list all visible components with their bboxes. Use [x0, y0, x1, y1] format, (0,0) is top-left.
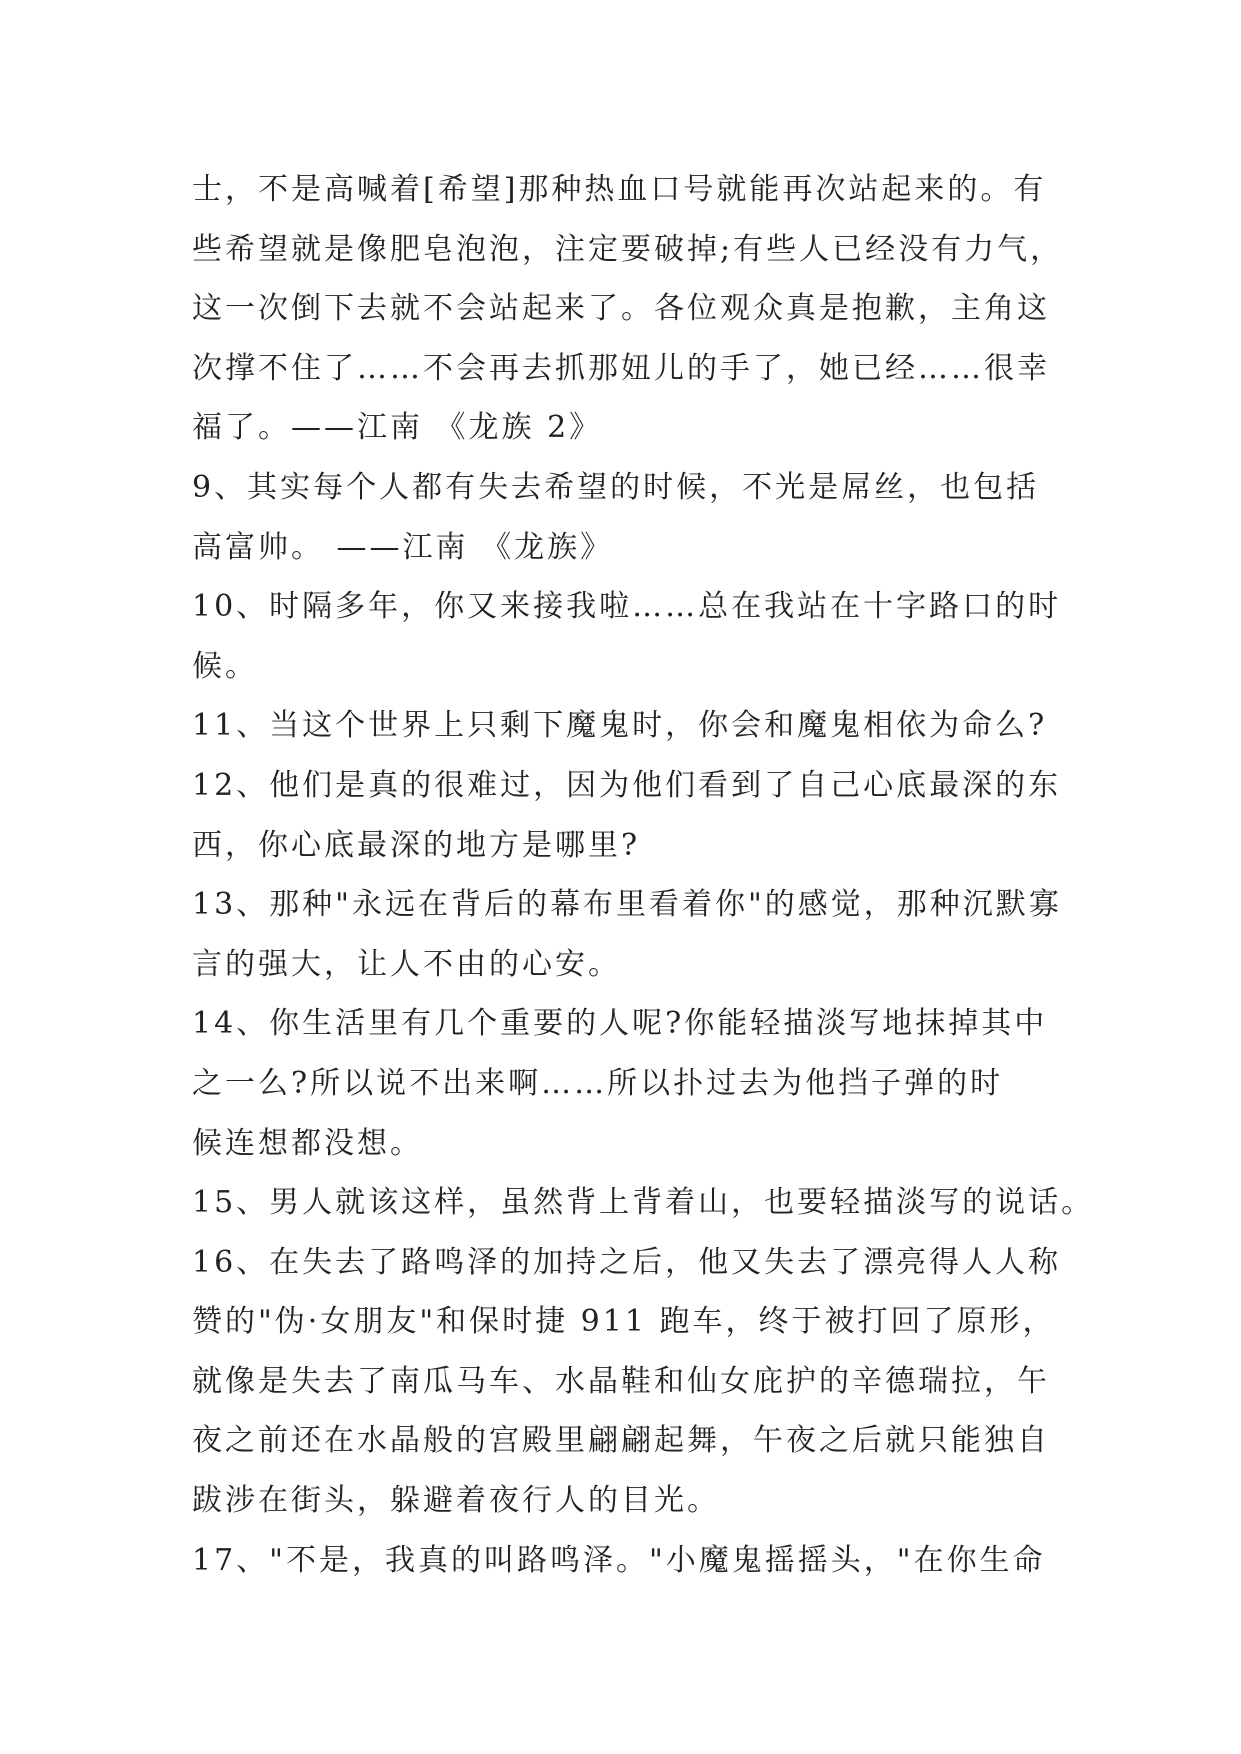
text-line-15: 14、你生活里有几个重要的人呢?你能轻描淡写地抹掉其中: [192, 1006, 1048, 1042]
text-line-14: 言的强大，让人不由的心安。: [192, 946, 621, 982]
text-line-4: 次撑不住了……不会再去抓那妞儿的手了，她已经……很幸: [192, 350, 1050, 386]
text-line-23: 跋涉在街头，躲避着夜行人的目光。: [192, 1483, 720, 1519]
text-line-12: 西，你心底最深的地方是哪里?: [192, 827, 641, 863]
text-line-17: 候连想都没想。: [192, 1125, 423, 1161]
text-line-19: 16、在失去了路鸣泽的加持之后，他又失去了漂亮得人人称: [192, 1244, 1062, 1280]
text-line-3: 这一次倒下去就不会站起来了。各位观众真是抱歉，主角这: [192, 291, 1050, 327]
text-line-24: 17、"不是，我真的叫路鸣泽。"小魔鬼摇摇头，"在你生命: [192, 1542, 1046, 1578]
text-line-20: 赞的"伪·女朋友"和保时捷 911 跑车，终于被打回了原形，: [192, 1304, 1056, 1340]
body-text: [192, 160, 1095, 1590]
text-line-18: 15、男人就该这样，虽然背上背着山，也要轻描淡写的说话。: [192, 1185, 1095, 1221]
text-line-10: 11、当这个世界上只剩下魔鬼时，你会和魔鬼相依为命么?: [192, 708, 1048, 744]
text-line-16: 之一么?所以说不出来啊……所以扑过去为他挡子弹的时: [192, 1065, 1004, 1101]
text-line-8: 10、时隔多年，你又来接我啦……总在我站在十字路口的时: [192, 589, 1062, 625]
text-line-1: 士，不是高喊着[希望]那种热血口号就能再次站起来的。有: [192, 172, 1047, 207]
text-line-7: 高富帅。 ——江南 《龙族》: [192, 529, 614, 565]
text-line-11: 12、他们是真的很难过，因为他们看到了自己心底最深的东: [192, 767, 1062, 803]
text-line-9: 候。: [192, 648, 258, 684]
text-line-5: 福了。——江南 《龙族 2》: [192, 410, 603, 446]
text-line-6: 9、其实每个人都有失去希望的时候，不光是屌丝，也包括: [192, 469, 1040, 505]
text-line-2: 些希望就是像肥皂泡泡，注定要破掉;有些人已经没有力气，: [192, 231, 1064, 267]
text-line-22: 夜之前还在水晶般的宫殿里翩翩起舞，午夜之后就只能独自: [192, 1423, 1050, 1459]
text-line-13: 13、那种"永远在背后的幕布里看着你"的感觉，那种沉默寡: [192, 887, 1062, 923]
text-line-21: 就像是失去了南瓜马车、水晶鞋和仙女庇护的辛德瑞拉，午: [192, 1363, 1050, 1399]
